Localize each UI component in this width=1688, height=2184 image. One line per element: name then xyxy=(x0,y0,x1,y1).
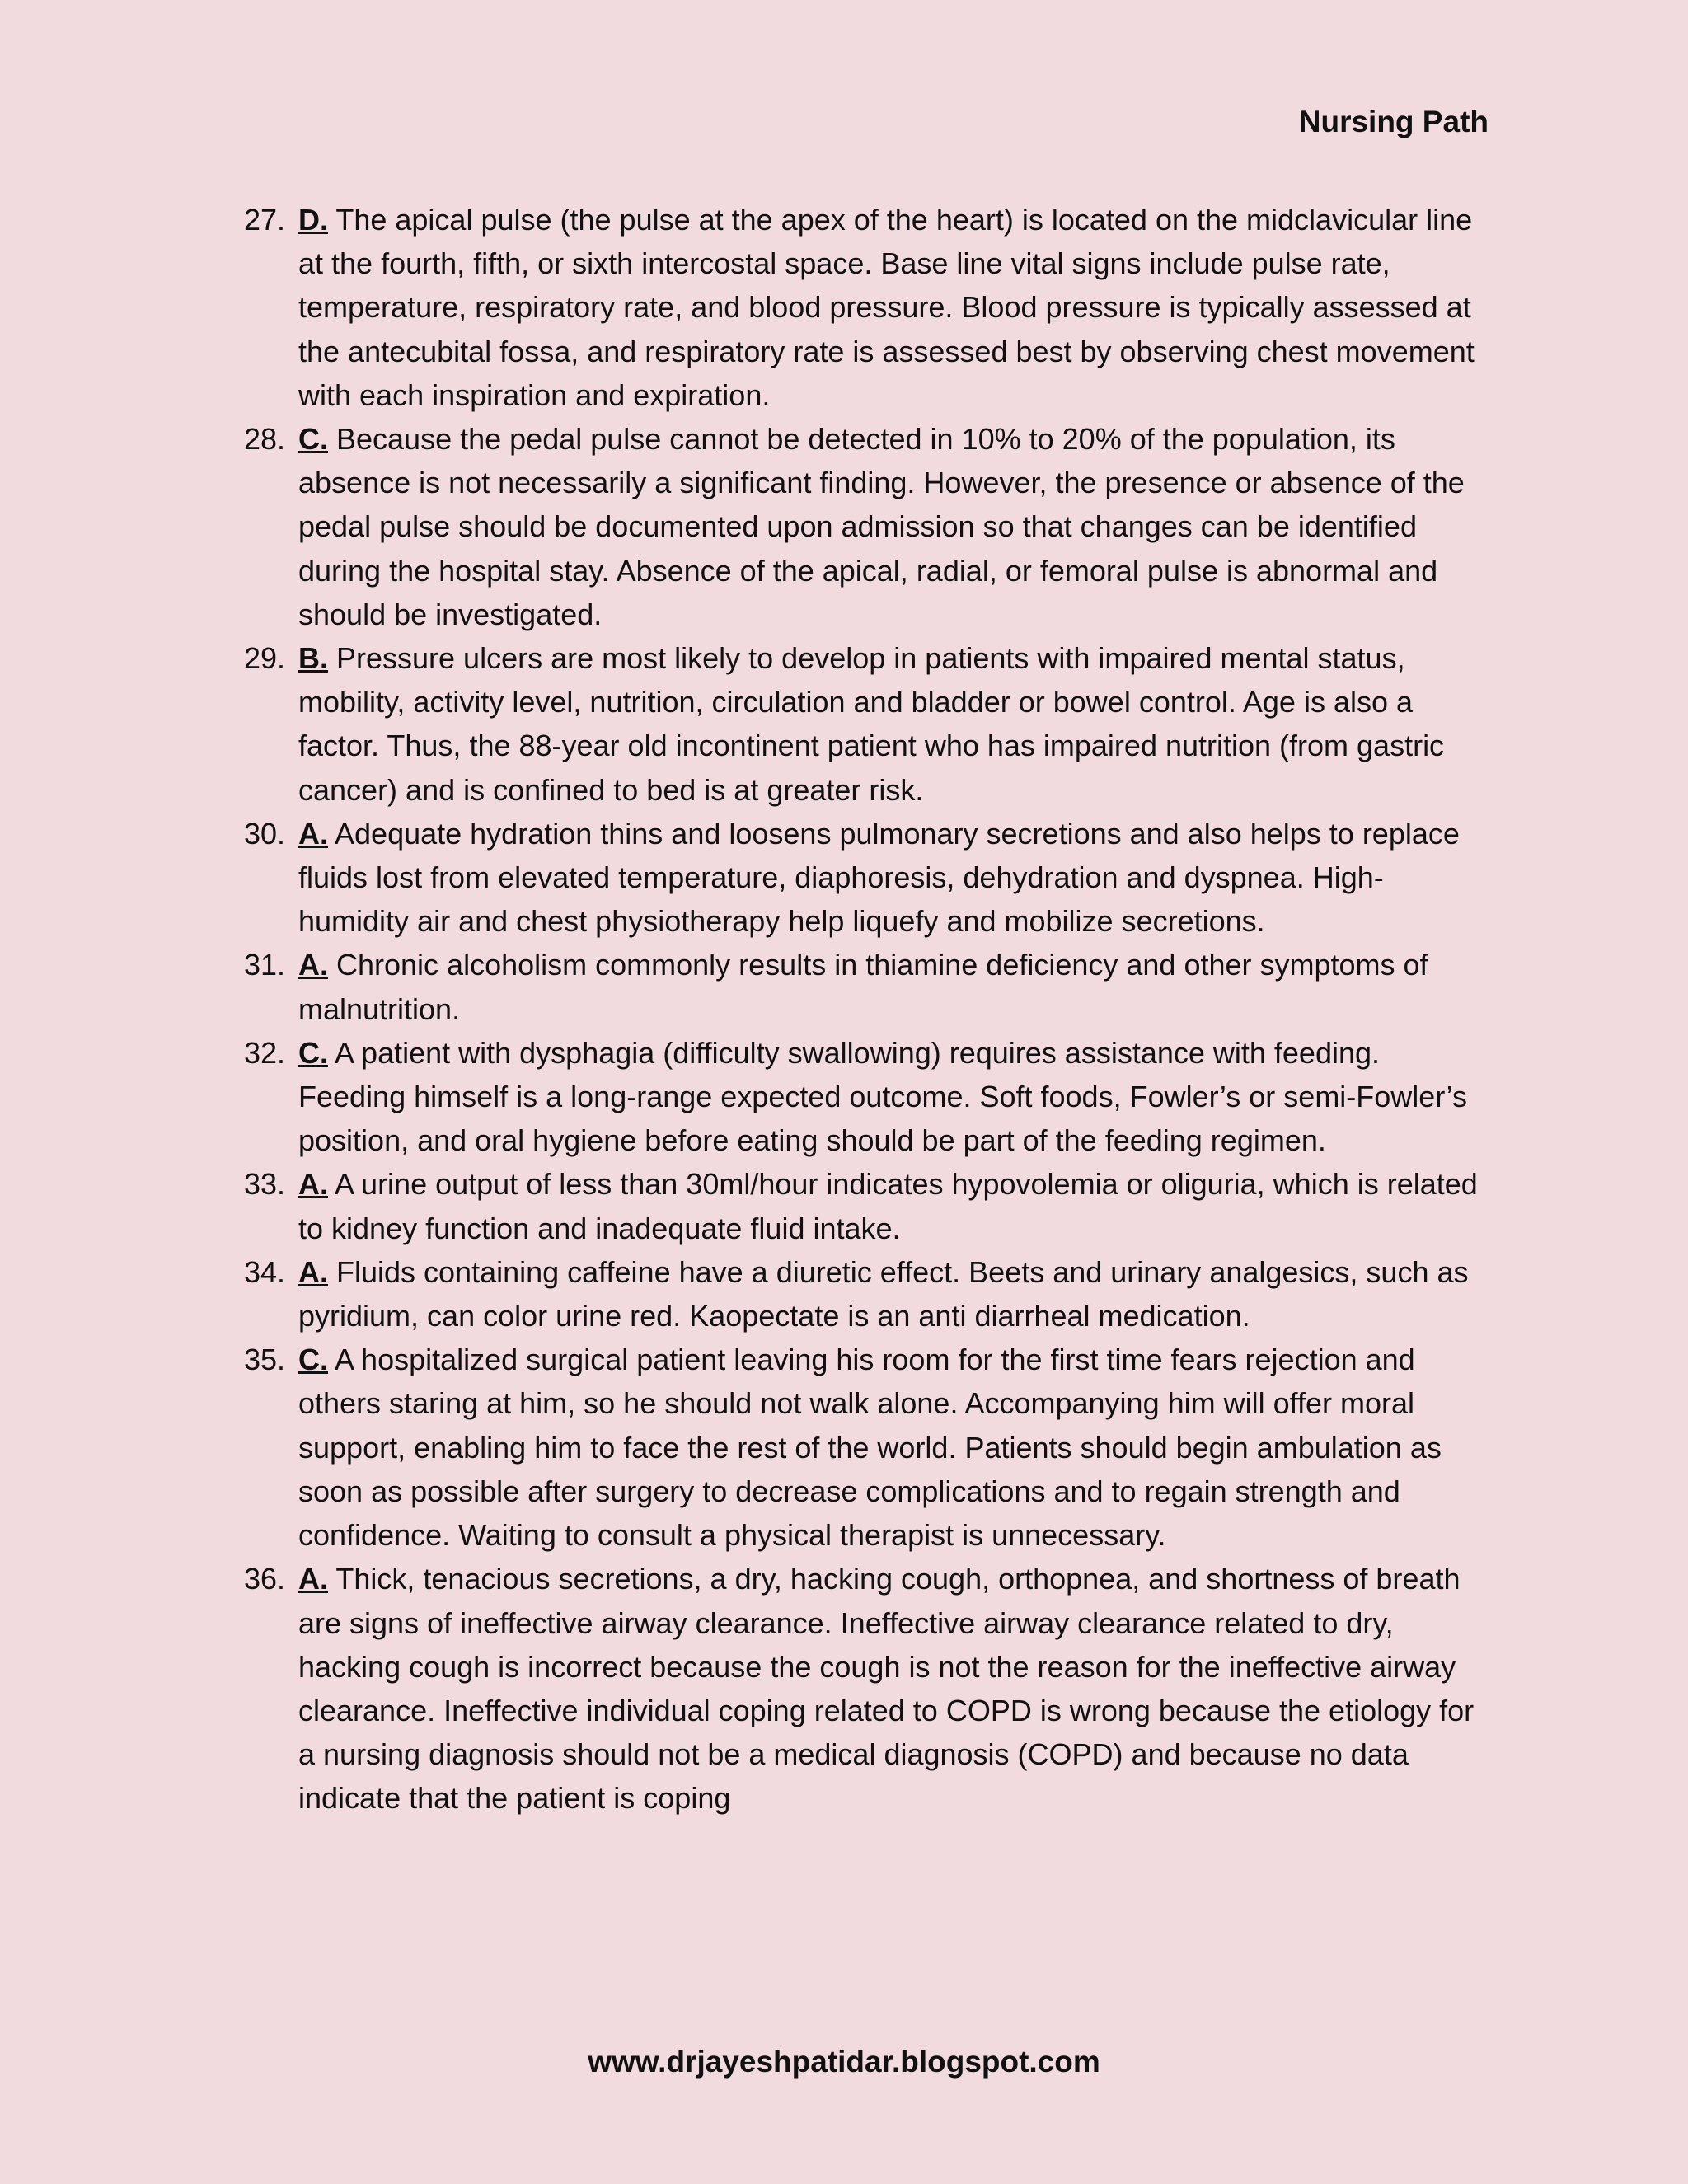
answer-explanation: Chronic alcoholism commonly results in thiamine deficiency and other symptoms of malnutrition. xyxy=(298,948,1428,1026)
answer-letter: D. xyxy=(298,203,328,237)
answer-number: 31. xyxy=(244,948,286,982)
answer-item xyxy=(244,636,1489,812)
answer-explanation: The apical pulse (the pulse at the apex of the heart) is located on the midclavicular line at the fourth, fifth, or sixth intercostal space. Base line vital signs include pulse rate, temperature, respiratory rate, and blood pressure. Blood pressure is typically assessed at the antecubital fossa, and respiratory rate is assessed best by observing chest movement with each inspiration and expiration. xyxy=(298,203,1475,412)
answer-item xyxy=(244,198,1489,417)
answer-number: 35. xyxy=(244,1343,286,1377)
answer-letter: A. xyxy=(298,1167,328,1202)
answer-number: 33. xyxy=(244,1167,286,1202)
answer-explanation: A hospitalized surgical patient leaving his room for the first time fears rejection and others staring at him, so he should not walk alone. Accompanying him will offer moral support, enabling him to face the rest of the world. Patients should begin ambulation as soon as possible after surgery to decrease complications and to regain strength and confidence. Waiting to consult a physical therapist is unnecessary. xyxy=(298,1343,1442,1553)
answer-explanation: A urine output of less than 30ml/hour indicates hypovolemia or oliguria, which is related to kidney function and inadequate fluid intake. xyxy=(298,1167,1478,1245)
answer-number: 34. xyxy=(244,1254,286,1289)
answer-explanation: Because the pedal pulse cannot be detected in 10% to 20% of the population, its absence is not necessarily a significant finding. However, the presence or absence of the pedal pulse should be documented upon admission so that changes can be identified during the hospital stay. Absence of the apical, radial, or femoral pulse is abnormal and should be investigated. xyxy=(298,422,1465,631)
answer-item xyxy=(244,812,1489,944)
answer-number: 30. xyxy=(244,816,286,851)
answer-explanation: Pressure ulcers are most likely to develop in patients with impaired mental status, mobility, activity level, nutrition, circulation and bladder or bowel control. Age is also a factor. Thus, the 88-year old incontinent patient who has impaired nutrition (from gastric cancer) and is confined to bed is at greater risk. xyxy=(298,641,1445,807)
answer-list xyxy=(244,198,1489,1821)
answer-letter: A. xyxy=(298,1254,328,1289)
answer-number: 29. xyxy=(244,641,286,676)
answer-item xyxy=(244,1162,1489,1249)
answer-letter: A. xyxy=(298,816,328,851)
answer-letter: C. xyxy=(298,1035,328,1070)
answer-item xyxy=(244,417,1489,636)
answer-letter: C. xyxy=(298,422,328,457)
answer-letter: C. xyxy=(298,1343,328,1377)
answer-explanation: A patient with dysphagia (difficulty swallowing) requires assistance with feeding. Feeding himself is a long-range expected outcome. Soft foods, Fowler’s or semi-Fowler’s position, and oral hygiene before eating should be part of the feeding regimen. xyxy=(298,1035,1467,1158)
answer-number: 36. xyxy=(244,1562,286,1596)
answer-item xyxy=(244,1250,1489,1338)
page-header-title: Nursing Path xyxy=(1298,105,1489,138)
answer-explanation: Thick, tenacious secretions, a dry, hacking cough, orthopnea, and shortness of breath are signs of ineffective airway clearance. Ineffective airway clearance related to dry, hacking cough is incorrect because the cough is not the reason for the ineffective airway clearance. Ineffective individual coping related to COPD is wrong because the etiology for a nursing diagnosis should not be a medical diagnosis (COPD) and because no data indicate that the patient is coping xyxy=(298,1562,1475,1816)
answer-letter: A. xyxy=(298,1562,328,1596)
answer-letter: A. xyxy=(298,948,328,982)
answer-item xyxy=(244,1557,1489,1820)
answer-item xyxy=(244,1338,1489,1557)
answer-number: 27. xyxy=(244,203,286,237)
answer-item xyxy=(244,1031,1489,1163)
footer-website-url: www.drjayeshpatidar.blogspot.com xyxy=(588,2045,1100,2079)
answer-number: 32. xyxy=(244,1035,286,1070)
answer-explanation: Fluids containing caffeine have a diuretic effect. Beets and urinary analgesics, such as pyridium, can color urine red. Kaopectate is an anti diarrheal medication. xyxy=(298,1254,1469,1333)
answer-letter: B. xyxy=(298,641,328,676)
answer-item xyxy=(244,943,1489,1030)
answer-explanation: Adequate hydration thins and loosens pulmonary secretions and also helps to replace fluids lost from elevated temperature, diaphoresis, dehydration and dyspnea. High- humidity air and chest physiotherapy help liquefy and mobilize secretions. xyxy=(298,816,1460,939)
answer-number: 28. xyxy=(244,422,286,457)
